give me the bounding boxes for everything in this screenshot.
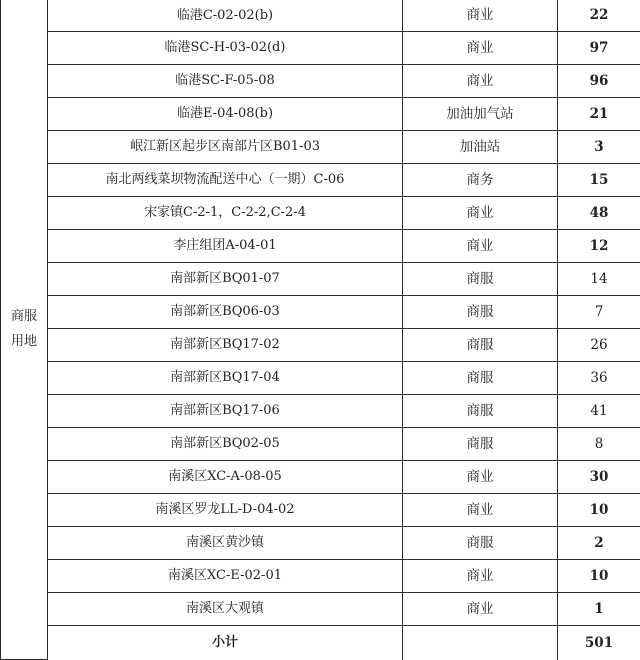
parcel-name-cell: 李庄组团A-04-01 bbox=[48, 230, 403, 263]
parcel-name-cell: 南溪区XC-A-08-05 bbox=[48, 461, 403, 494]
land-use-type-cell: 商服 bbox=[403, 329, 558, 362]
land-use-type-cell: 商服 bbox=[403, 395, 558, 428]
land-use-type-cell: 商业 bbox=[403, 461, 558, 494]
parcel-name-cell: 南部新区BQ17-06 bbox=[48, 395, 403, 428]
land-use-type-cell: 商务 bbox=[403, 164, 558, 197]
subtotal-label: 小计 bbox=[48, 626, 403, 660]
area-value-cell: 1 bbox=[558, 593, 640, 626]
table-row bbox=[1, 593, 640, 626]
land-use-type-cell: 商业 bbox=[403, 65, 558, 98]
area-value-cell: 3 bbox=[558, 131, 640, 164]
area-value-cell: 26 bbox=[558, 329, 640, 362]
land-use-type-cell: 加油加气站 bbox=[403, 98, 558, 131]
parcel-name-cell: 临港SC-H-03-02(d) bbox=[48, 32, 403, 65]
area-value-cell: 2 bbox=[558, 527, 640, 560]
area-value-cell: 36 bbox=[558, 362, 640, 395]
table-row bbox=[1, 32, 640, 65]
land-use-type-cell: 商业 bbox=[403, 593, 558, 626]
land-use-type-cell: 商服 bbox=[403, 428, 558, 461]
area-value-cell: 7 bbox=[558, 296, 640, 329]
table-row bbox=[1, 395, 640, 428]
area-value-cell: 15 bbox=[558, 164, 640, 197]
parcel-name-cell: 岷江新区起步区南部片区B01-03 bbox=[48, 131, 403, 164]
parcel-name-cell: 南溪区XC-E-02-01 bbox=[48, 560, 403, 593]
table-row bbox=[1, 362, 640, 395]
table-row bbox=[1, 296, 640, 329]
land-use-type-cell: 商业 bbox=[403, 32, 558, 65]
parcel-name-cell: 南部新区BQ06-03 bbox=[48, 296, 403, 329]
table-row bbox=[1, 131, 640, 164]
table-body bbox=[1, 0, 640, 660]
table-row bbox=[1, 428, 640, 461]
table-row bbox=[1, 527, 640, 560]
parcel-name-cell: 临港E-04-08(b) bbox=[48, 98, 403, 131]
table-row bbox=[1, 164, 640, 197]
subtotal-value: 501 bbox=[558, 626, 640, 660]
table-row bbox=[1, 461, 640, 494]
parcel-name-cell: 南溪区黄沙镇 bbox=[48, 527, 403, 560]
parcel-name-cell: 南北两线菜坝物流配送中心（一期）C-06 bbox=[48, 164, 403, 197]
table-row bbox=[1, 494, 640, 527]
land-use-type-cell: 商服 bbox=[403, 296, 558, 329]
land-category-cell bbox=[1, 0, 48, 660]
table-row bbox=[1, 329, 640, 362]
area-value-cell: 41 bbox=[558, 395, 640, 428]
area-value-cell: 30 bbox=[558, 461, 640, 494]
land-use-type-cell: 商业 bbox=[403, 560, 558, 593]
land-use-type-cell: 商服 bbox=[403, 362, 558, 395]
table-row bbox=[1, 230, 640, 263]
area-value-cell: 48 bbox=[558, 197, 640, 230]
land-use-type-cell: 商业 bbox=[403, 197, 558, 230]
land-category-line1: 商服 bbox=[10, 308, 37, 324]
land-category-line2: 用地 bbox=[10, 333, 37, 349]
parcel-name-cell: 南部新区BQ01-07 bbox=[48, 263, 403, 296]
area-value-cell: 21 bbox=[558, 98, 640, 131]
parcel-name-cell: 宋家镇C-2-1，C-2-2,C-2-4 bbox=[48, 197, 403, 230]
parcel-name-cell: 南部新区BQ17-04 bbox=[48, 362, 403, 395]
parcel-name-cell: 临港C-02-02(b) bbox=[48, 0, 403, 32]
parcel-name-cell: 南部新区BQ02-05 bbox=[48, 428, 403, 461]
table-row bbox=[1, 197, 640, 230]
parcel-name-cell: 南溪区罗龙LL-D-04-02 bbox=[48, 494, 403, 527]
area-value-cell: 96 bbox=[558, 65, 640, 98]
area-value-cell: 10 bbox=[558, 560, 640, 593]
parcel-name-cell: 临港SC-F-05-08 bbox=[48, 65, 403, 98]
table-row bbox=[1, 0, 640, 32]
subtotal-empty-cell bbox=[403, 626, 558, 660]
table-row bbox=[1, 263, 640, 296]
land-use-type-cell: 加油站 bbox=[403, 131, 558, 164]
parcel-name-cell: 南溪区大观镇 bbox=[48, 593, 403, 626]
area-value-cell: 8 bbox=[558, 428, 640, 461]
land-use-type-cell: 商业 bbox=[403, 0, 558, 32]
area-value-cell: 22 bbox=[558, 0, 640, 32]
table-row bbox=[1, 98, 640, 131]
parcel-name-cell: 南部新区BQ17-02 bbox=[48, 329, 403, 362]
land-use-type-cell: 商服 bbox=[403, 263, 558, 296]
land-use-type-cell: 商业 bbox=[403, 494, 558, 527]
area-value-cell: 10 bbox=[558, 494, 640, 527]
area-value-cell: 97 bbox=[558, 32, 640, 65]
area-value-cell: 12 bbox=[558, 230, 640, 263]
land-use-type-cell: 商服 bbox=[403, 527, 558, 560]
land-use-type-cell: 商业 bbox=[403, 230, 558, 263]
area-value-cell: 14 bbox=[558, 263, 640, 296]
subtotal-row bbox=[1, 626, 640, 660]
table-row bbox=[1, 560, 640, 593]
table-row bbox=[1, 65, 640, 98]
